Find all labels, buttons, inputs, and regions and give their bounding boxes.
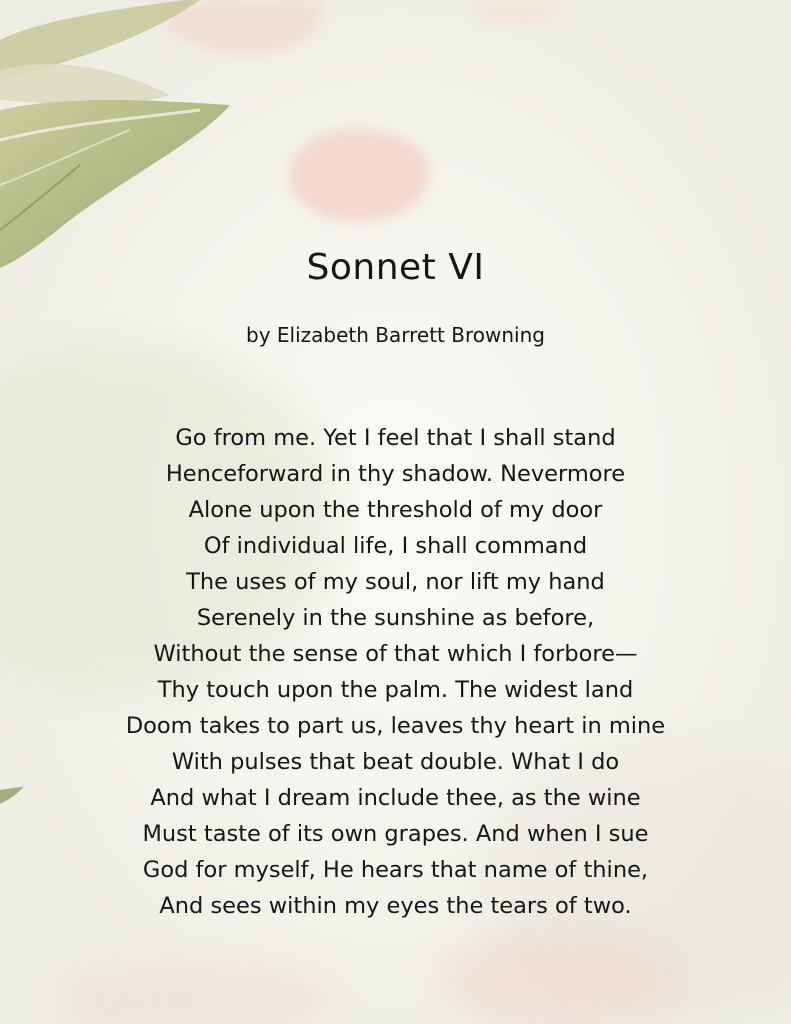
poem-line: The uses of my soul, nor lift my hand	[186, 569, 605, 595]
poem-line: Alone upon the threshold of my door	[188, 497, 603, 523]
poem-line: Go from me. Yet I feel that I shall stand	[175, 425, 616, 451]
poem-line: God for myself, He hears that name of thine,	[142, 857, 649, 883]
poem-line: And what I dream include thee, as the wine	[150, 785, 641, 811]
poem-line: Of individual life, I shall command	[203, 533, 588, 559]
poem-line: And sees within my eyes the tears of two.	[159, 893, 632, 919]
poem-line: With pulses that beat double. What I do	[171, 749, 620, 775]
poem-title: Sonnet VI	[306, 247, 485, 288]
poem-line: Without the sense of that which I forbore—	[153, 641, 638, 667]
poem-line: Henceforward in thy shadow. Nevermore	[165, 461, 626, 487]
poem-body	[0, 420, 791, 924]
poem-line: Serenely in the sunshine as before,	[196, 605, 595, 631]
poem-line: Must taste of its own grapes. And when I sue	[142, 821, 649, 847]
poem-line: Thy touch upon the palm. The widest land	[157, 677, 634, 703]
poem-line: Doom takes to part us, leaves thy heart in mine	[125, 713, 666, 739]
poem-author: by Elizabeth Barrett Browning	[246, 323, 545, 347]
